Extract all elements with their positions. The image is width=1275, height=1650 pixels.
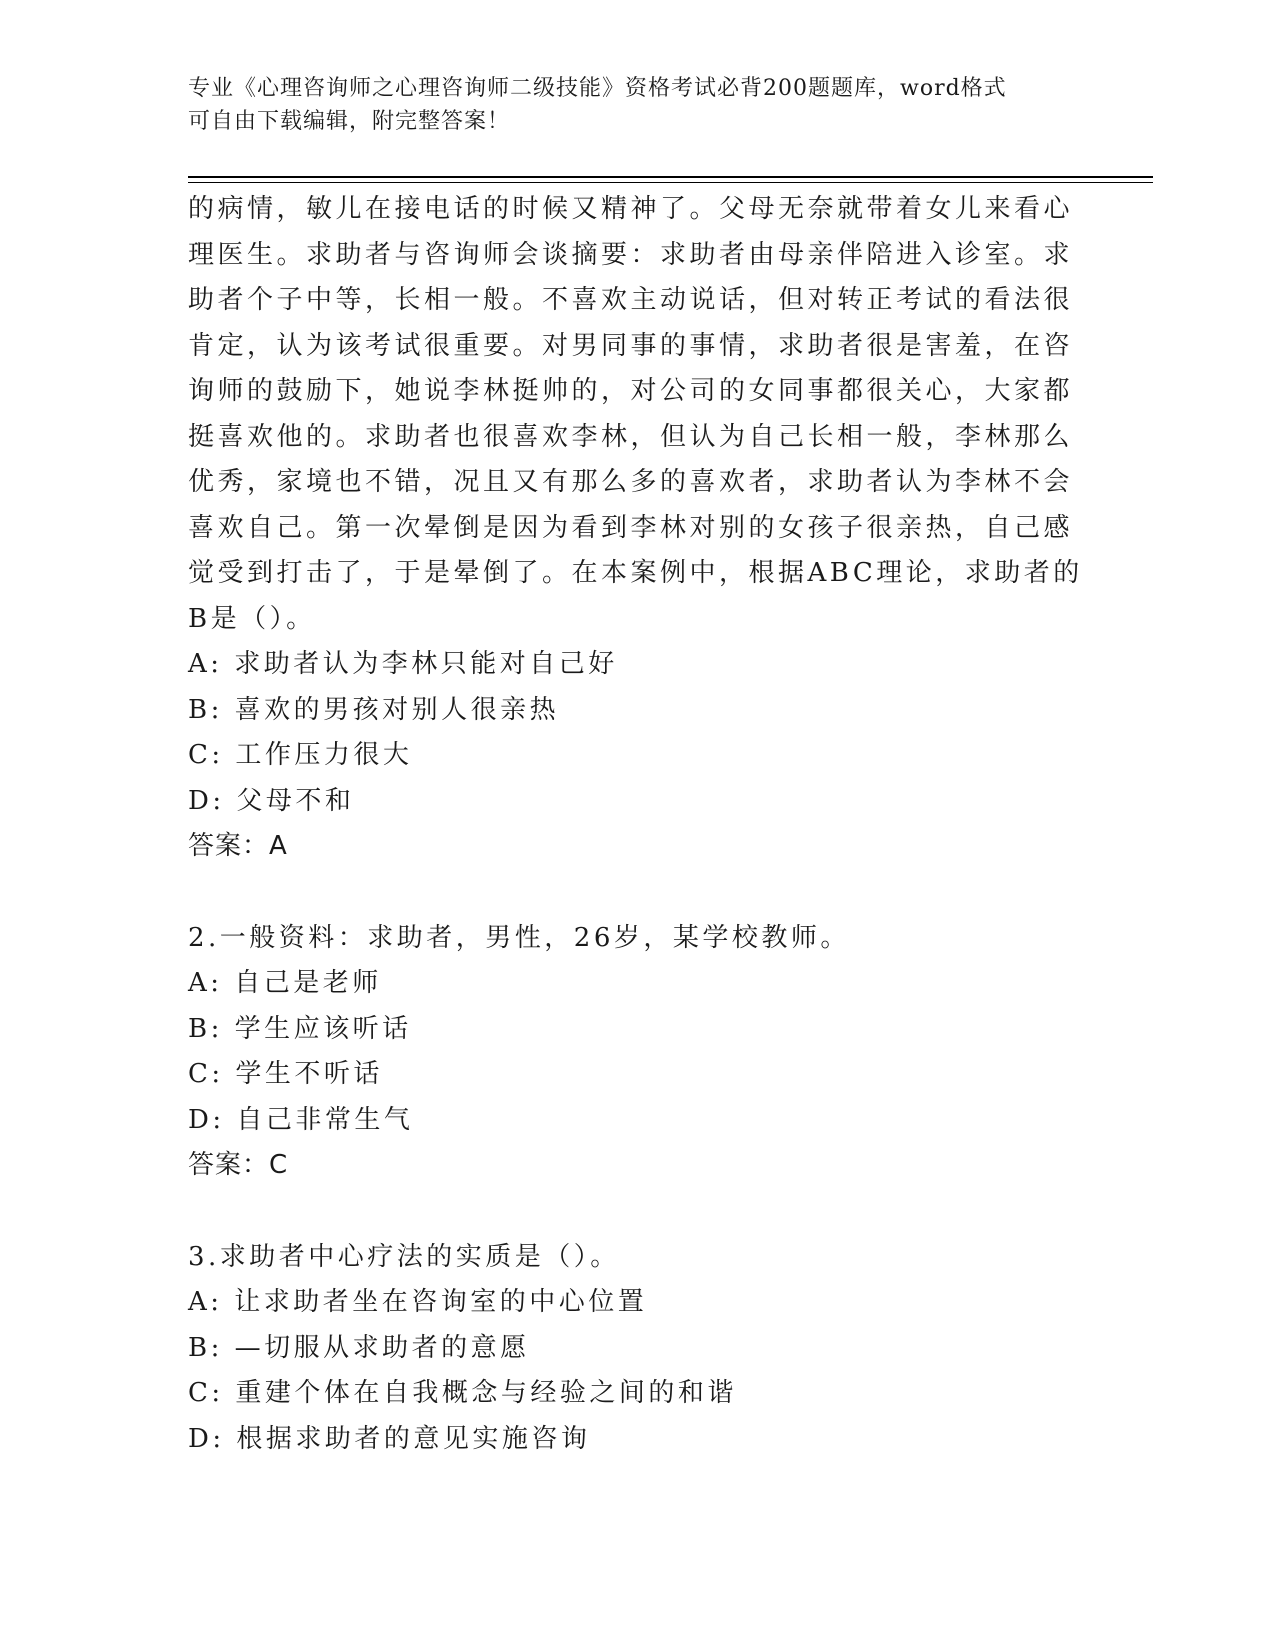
- header-divider-thick: [188, 176, 1153, 178]
- question-1-stem-line: 喜欢自己。第一次晕倒是因为看到李林对别的女孩子很亲热，自己感: [188, 512, 1074, 543]
- question-1-stem-line: 肯定，认为该考试很重要。对男同事的事情，求助者很是害羞，在咨: [188, 330, 1074, 361]
- question-3-option-a: A: 让求助者坐在咨询室的中心位置: [188, 1287, 648, 1317]
- question-1-answer: 答案：A: [188, 831, 288, 861]
- question-2-option-a: A: 自己是老师: [188, 968, 382, 998]
- question-spacer: [188, 870, 1068, 916]
- question-3-stem: 3.求助者中心疗法的实质是（）。: [188, 1241, 620, 1272]
- question-3: [188, 1235, 1068, 1463]
- question-2-stem: 2.一般资料：求助者，男性，26岁，某学校教师。: [188, 922, 850, 953]
- question-2: [188, 916, 1068, 1189]
- question-2-option-d: D: 自己非常生气: [188, 1104, 414, 1135]
- question-3-option-d: D: 根据求助者的意见实施咨询: [188, 1423, 591, 1454]
- header-line-2: 可自由下载编辑，附完整答案！: [188, 109, 511, 134]
- question-1: [188, 187, 1083, 870]
- question-3-option-b: B: —切服从求助者的意愿: [188, 1332, 530, 1363]
- header-line-1: 专业《心理咨询师之心理咨询师二级技能》资格考试必背200题题库，word格式: [188, 76, 1007, 101]
- question-1-stem-line: 觉受到打击了，于是晕倒了。在本案例中，根据ABC理论，求助者的: [188, 558, 1083, 588]
- question-3-option-c: C: 重建个体在自我概念与经验之间的和谐: [188, 1378, 737, 1408]
- question-1-option-b: B: 喜欢的男孩对别人很亲热: [188, 694, 560, 725]
- question-spacer: [188, 1189, 1068, 1235]
- question-1-stem-line: 询师的鼓励下，她说李林挺帅的，对公司的女同事都很关心，大家都: [188, 376, 1074, 406]
- question-1-stem-line: 优秀，家境也不错，况且又有那么多的喜欢者，求助者认为李林不会: [188, 467, 1074, 497]
- question-1-option-d: D: 父母不和: [188, 785, 355, 816]
- question-2-option-b: B: 学生应该听话: [188, 1013, 412, 1044]
- question-1-option-a: A: 求助者认为李林只能对自己好: [188, 649, 618, 679]
- question-1-stem-line: 的病情，敏儿在接电话的时候又精神了。父母无奈就带着女儿来看心: [188, 194, 1074, 224]
- question-2-option-c: C: 学生不听话: [188, 1059, 383, 1089]
- question-1-stem-line: 理医生。求助者与咨询师会谈摘要：求助者由母亲伴陪进入诊室。求: [188, 239, 1074, 270]
- header-divider-thin: [188, 182, 1153, 183]
- document-body: [188, 187, 1083, 1462]
- page-header: [188, 72, 1068, 138]
- question-1-stem-line: B是（）。: [188, 603, 316, 634]
- question-1-option-c: C: 工作压力很大: [188, 740, 413, 770]
- question-1-stem-line: 挺喜欢他的。求助者也很喜欢李林，但认为自己长相一般，李林那么: [188, 421, 1074, 452]
- question-1-stem-line: 助者个子中等，长相一般。不喜欢主动说话，但对转正考试的看法很: [188, 285, 1074, 315]
- question-2-answer: 答案：C: [188, 1150, 289, 1180]
